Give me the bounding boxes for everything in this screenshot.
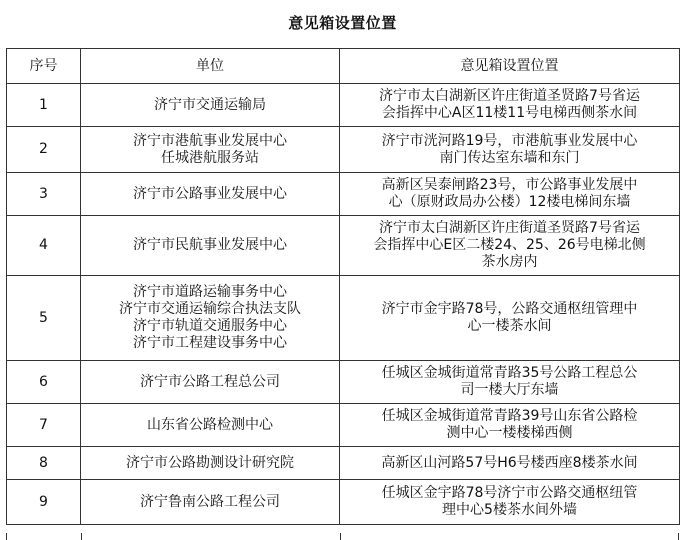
location-line: 高新区山河路57号H6号楼西座8楼茶水间 [381, 454, 638, 471]
unit-cell [81, 276, 340, 361]
unit-name-line: 济宁鲁南公路工程公司 [140, 493, 280, 510]
location-line: 司一楼大厅东墙 [460, 382, 559, 398]
location-line: 济宁市太白湖新区许庄街道圣贤路7号省运 [379, 88, 640, 104]
unit-name-line: 济宁市公路工程总公司 [140, 373, 280, 390]
location-line: 高新区吴泰闸路23号，市公路事业发展中 [381, 177, 638, 193]
location-line: 南门传达室东墙和东门 [439, 149, 580, 166]
suggestion-box-table [6, 48, 680, 525]
table-row [7, 447, 680, 480]
unit-cell [81, 173, 340, 216]
row-number: 3 [7, 173, 81, 216]
location-cell [340, 127, 680, 173]
row-number: 7 [7, 404, 81, 447]
unit-cell [81, 480, 340, 525]
unit-name-line: 济宁市港航事业发展中心 [133, 132, 287, 149]
unit-name-line: 山东省公路检测中心 [147, 416, 273, 433]
unit-cell [81, 447, 340, 480]
row-number: 5 [7, 276, 81, 361]
location-line: 任城区金城街道常青路39号山东省公路检 [381, 408, 638, 424]
location-cell [340, 216, 680, 276]
row-number: 2 [7, 127, 81, 173]
unit-cell [81, 216, 340, 276]
location-cell [340, 404, 680, 447]
location-line: 济宁市金宇路78号，公路交通枢纽管理中 [381, 301, 638, 317]
location-cell [340, 480, 680, 525]
unit-cell [81, 84, 340, 127]
row-number: 1 [7, 84, 81, 127]
column-header-location: 意见箱设置位置 [340, 49, 680, 84]
unit-name-line: 济宁市交通运输综合执法支队 [119, 301, 301, 317]
location-line: 济宁市洸河路19号，市港航事业发展中心 [381, 132, 638, 149]
row-number: 8 [7, 447, 81, 480]
column-header-no: 序号 [7, 49, 81, 84]
unit-name-line: 任城港航服务站 [161, 149, 259, 166]
unit-cell [81, 404, 340, 447]
location-line: 心一楼茶水间 [467, 318, 552, 334]
location-cell [340, 361, 680, 404]
location-line: 会指挥中心E区二楼24、25、26号电梯北侧 [373, 237, 646, 253]
location-line: 任城区金城街道常青路35号公路工程总公 [381, 365, 638, 381]
table-row [7, 216, 680, 276]
location-line: 心（原财政局办公楼）12楼电梯间东墙 [388, 194, 631, 210]
row-number: 6 [7, 361, 81, 404]
table-row [7, 361, 680, 404]
row-number: 9 [7, 480, 81, 525]
location-cell [340, 173, 680, 216]
unit-name-line: 济宁市轨道交通服务中心 [133, 318, 287, 334]
row-number: 4 [7, 216, 81, 276]
unit-name-line: 济宁市公路事业发展中心 [133, 185, 287, 202]
location-line: 济宁市太白湖新区许庄街道圣贤路7号省运 [379, 220, 640, 236]
location-line: 任城区金宇路78号济宁市公路交通枢纽管 [381, 485, 638, 501]
column-header-unit: 单位 [81, 49, 340, 84]
table-row [7, 480, 680, 525]
table-header-row [7, 49, 680, 84]
unit-cell [81, 361, 340, 404]
unit-name-line: 济宁市工程建设事务中心 [133, 335, 287, 351]
unit-name-line: 济宁市民航事业发展中心 [133, 237, 287, 253]
table-row-partial [6, 533, 679, 540]
unit-cell [81, 127, 340, 173]
location-line: 测中心一楼楼梯西侧 [446, 425, 573, 441]
location-line: 会指挥中心A区11楼11号电梯西侧茶水间 [381, 105, 638, 121]
table-row [7, 84, 680, 127]
unit-name-line: 济宁市道路运输事务中心 [133, 284, 287, 300]
location-cell [340, 276, 680, 361]
unit-name-line: 济宁市公路勘测设计研究院 [126, 454, 294, 471]
table-row [7, 276, 680, 361]
location-line: 茶水房内 [481, 254, 538, 270]
location-cell [340, 84, 680, 127]
location-cell [340, 447, 680, 480]
location-line: 理中心5楼茶水间外墙 [442, 502, 577, 518]
page-title: 意见箱设置位置 [288, 14, 397, 32]
unit-name-line: 济宁市交通运输局 [154, 96, 266, 113]
table-row [7, 127, 680, 173]
table-row [7, 404, 680, 447]
table-row [7, 173, 680, 216]
